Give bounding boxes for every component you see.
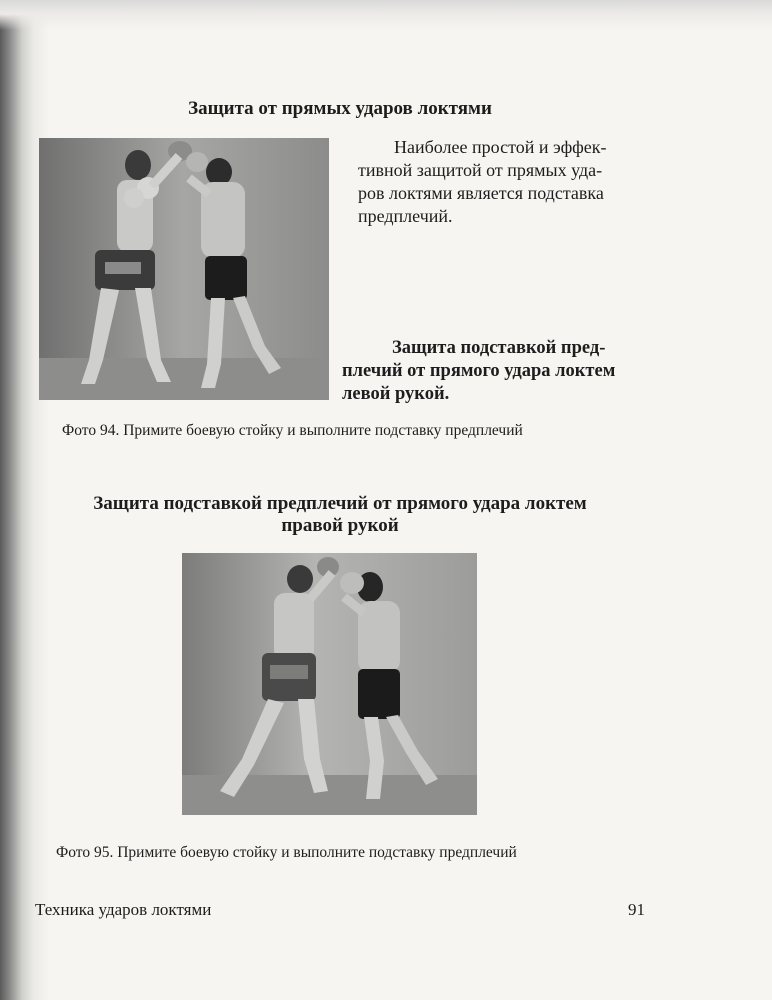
section2-heading	[55, 493, 625, 537]
running-footer-chapter: Техника ударов локтями	[35, 900, 212, 919]
photo-94-image	[39, 138, 329, 400]
heading-line: правой рукой	[281, 515, 399, 536]
page-number: 91	[628, 900, 645, 919]
section1-heading: Защита от прямых ударов локтями	[188, 98, 492, 119]
photo-95	[182, 553, 477, 815]
paragraph-line: тивной защитой от прямых уда-	[358, 160, 603, 180]
heading-line: Защита подставкой предплечий от прямого удара локтем	[93, 493, 587, 514]
paragraph-line: Наиболее простой и эффек-	[394, 137, 607, 157]
paragraph-line: ров локтями является подставка	[358, 183, 604, 203]
photo-95-caption: Фото 95. Примите боевую стойку и выполните подставку предплечий	[56, 844, 517, 861]
page-top-shadow	[0, 0, 772, 30]
paragraph-line: предплечий.	[358, 206, 453, 226]
subheading-line: Защита подставкой пред-	[392, 338, 606, 358]
section1-paragraph	[358, 136, 658, 228]
section1-subheading	[342, 337, 652, 406]
subheading-line: левой рукой.	[342, 384, 450, 404]
subheading-line: плечий от прямого удара локтем	[342, 361, 616, 381]
photo-94	[39, 138, 329, 400]
photo-94-caption: Фото 94. Примите боевую стойку и выполните подставку предплечий	[62, 422, 523, 439]
photo-95-image	[182, 553, 477, 815]
